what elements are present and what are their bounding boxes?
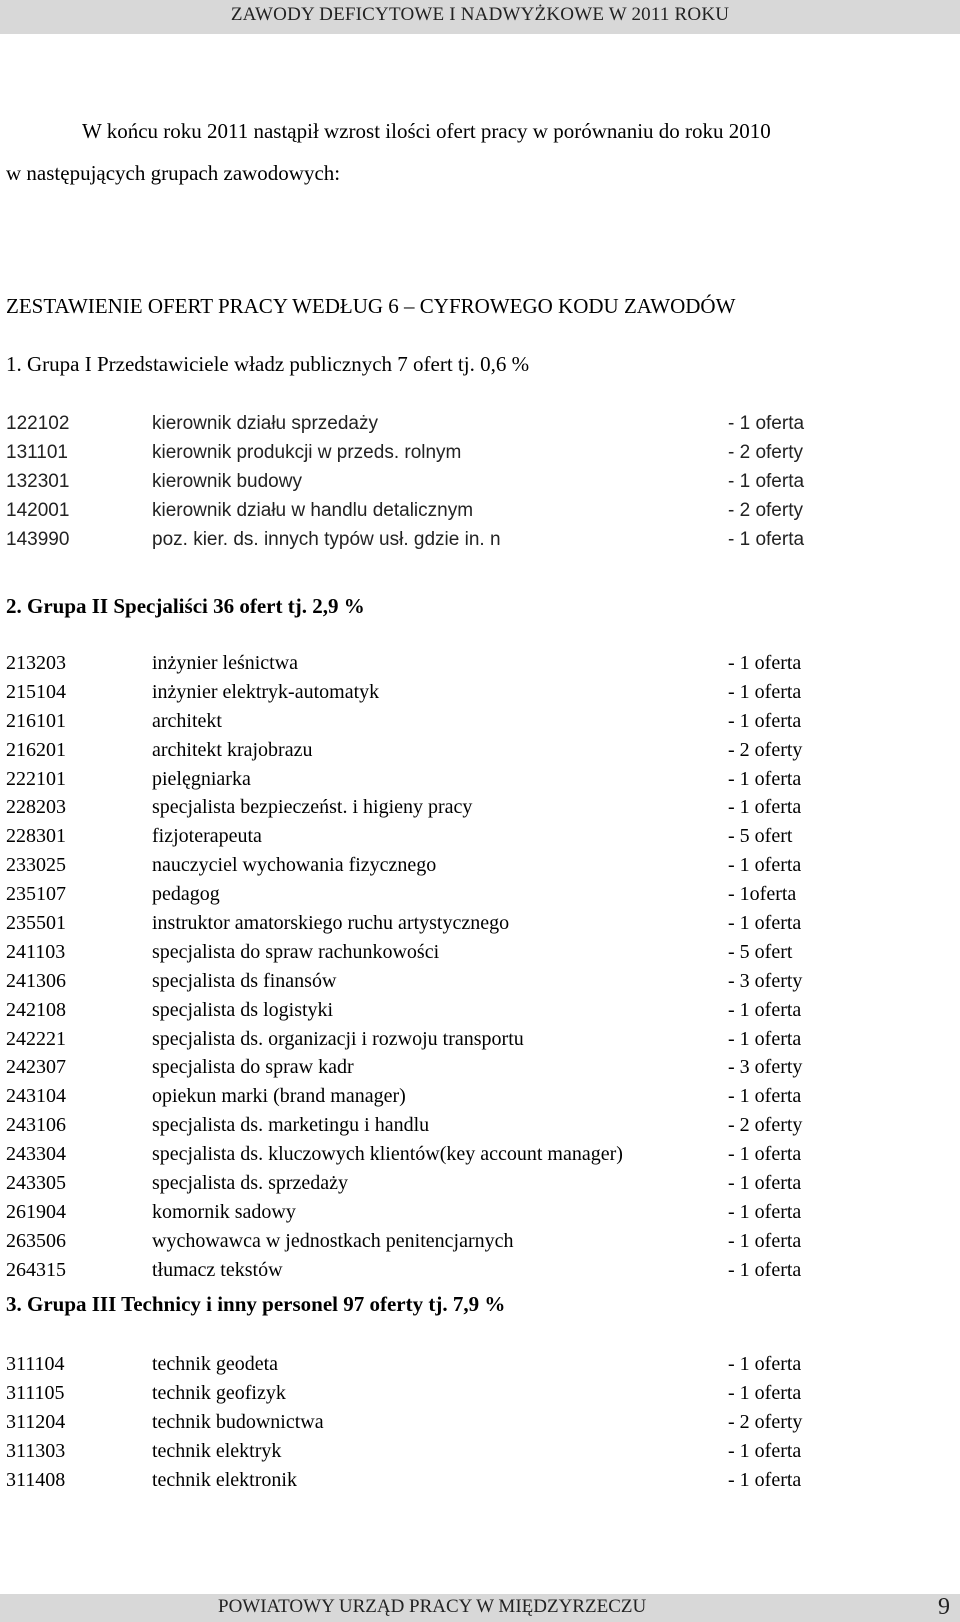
row-name: tłumacz tekstów [152, 1258, 283, 1281]
row-code: 213203 [6, 652, 66, 674]
row-name: wychowawca w jednostkach penitencjarnych [152, 1229, 514, 1252]
table-row [6, 765, 836, 794]
row-code: 132301 [6, 470, 70, 492]
row-name: architekt krajobrazu [152, 738, 313, 761]
row-name: kierownik działu w handlu detalicznym [152, 499, 474, 521]
group-3-title: 3. Grupa III Technicy i inny personel 97 oferty tj. 7,9 % [6, 1292, 506, 1316]
row-name: technik budownictwa [152, 1410, 324, 1433]
row-code: 242307 [6, 1056, 66, 1079]
row-code: 233025 [6, 854, 66, 877]
row-count: - 1 oferta [728, 796, 802, 819]
row-count: - 1 oferta [728, 1085, 802, 1108]
table-row [6, 649, 836, 678]
row-count: - 1 oferta [728, 1172, 802, 1195]
row-name: specjalista do spraw kadr [152, 1056, 354, 1079]
row-code: 311105 [6, 1381, 65, 1404]
row-name: inżynier leśnictwa [152, 652, 299, 674]
summary-title: ZESTAWIENIE OFERT PRACY WEDŁUG 6 – CYFROWEGO KODU ZAWODÓW [6, 294, 736, 318]
row-count: - 1 oferta [728, 680, 802, 703]
row-code: 243304 [6, 1143, 66, 1166]
row-code: 142001 [6, 499, 70, 521]
row-code: 242108 [6, 998, 66, 1021]
row-count: - 1 oferta [728, 1027, 802, 1050]
table-row [6, 1350, 836, 1379]
row-count: - 2 oferty [728, 499, 803, 521]
page-number: 9 [938, 1594, 950, 1620]
row-name: kierownik działu sprzedaży [152, 413, 378, 434]
row-count: - 1 oferta [728, 652, 802, 674]
row-count: - 1oferta [728, 883, 797, 906]
row-code: 122102 [6, 413, 70, 434]
row-count: - 1 oferta [728, 1439, 802, 1462]
table-row [6, 707, 836, 736]
table-row [6, 851, 836, 880]
group-2-title: 2. Grupa II Specjaliści 36 ofert tj. 2,9 % [6, 594, 365, 618]
header-title: ZAWODY DEFICYTOWE I NADWYŻKOWE W 2011 ROKU [230, 4, 730, 25]
row-code: 311104 [6, 1353, 65, 1375]
row-name: specjalista ds. kluczowych klientów(key account manager) [152, 1143, 623, 1166]
group-1-list [6, 410, 836, 554]
table-row [6, 1169, 836, 1198]
row-code: 216201 [6, 738, 66, 761]
row-name: technik geodeta [152, 1353, 279, 1375]
table-row [6, 678, 836, 707]
row-count: - 1 oferta [728, 912, 802, 935]
row-name: opiekun marki (brand manager) [152, 1085, 406, 1108]
row-code: 243106 [6, 1114, 66, 1137]
row-code: 222101 [6, 767, 66, 790]
row-name: inżynier elektryk-automatyk [152, 680, 380, 703]
page-header [0, 0, 960, 34]
table-row [6, 468, 836, 497]
table-row [6, 909, 836, 938]
row-name: specjalista ds. marketingu i handlu [152, 1114, 430, 1137]
group-2-list [6, 649, 836, 1285]
table-row [6, 1437, 836, 1466]
row-count: - 1 oferta [728, 767, 802, 790]
table-row [6, 1227, 836, 1256]
row-count: - 1 oferta [728, 1258, 802, 1281]
row-count: - 1 oferta [728, 998, 802, 1021]
table-row [6, 1379, 836, 1408]
table-row [6, 1082, 836, 1111]
row-count: - 2 oferty [728, 441, 803, 463]
row-count: - 2 oferty [728, 1114, 803, 1137]
row-name: technik geofizyk [152, 1381, 286, 1404]
row-count: - 3 oferty [728, 969, 803, 992]
table-row [6, 996, 836, 1025]
table-row [6, 938, 836, 967]
row-code: 215104 [6, 680, 66, 703]
row-count: - 1 oferta [728, 1353, 802, 1375]
table-row [6, 793, 836, 822]
row-count: - 1 oferta [728, 413, 805, 434]
row-name: pielęgniarka [152, 767, 251, 790]
row-code: 243305 [6, 1172, 66, 1195]
row-code: 241103 [6, 940, 66, 963]
row-code: 264315 [6, 1258, 66, 1281]
row-code: 131101 [6, 441, 68, 463]
row-name: technik elektryk [152, 1439, 282, 1462]
row-code: 216101 [6, 709, 66, 732]
row-name: architekt [152, 709, 222, 732]
table-row [6, 497, 836, 526]
row-name: fizjoterapeuta [152, 825, 262, 848]
row-name: komornik sadowy [152, 1200, 296, 1223]
table-row [6, 736, 836, 765]
row-code: 143990 [6, 528, 70, 550]
row-code: 242221 [6, 1027, 66, 1050]
table-row [6, 1256, 836, 1285]
group-1-title: 1. Grupa I Przedstawiciele władz publicznych 7 ofert tj. 0,6 % [6, 352, 530, 376]
table-row [6, 880, 836, 909]
row-name: specjalista ds. sprzedaży [152, 1172, 349, 1195]
row-code: 261904 [6, 1200, 66, 1223]
intro-line-2: w następujących grupach zawodowych: [6, 161, 341, 185]
table-row [6, 1025, 836, 1054]
table-row [6, 1198, 836, 1227]
row-count: - 2 oferty [728, 738, 803, 761]
row-count: - 1 oferta [728, 1468, 802, 1491]
row-name: technik elektronik [152, 1468, 297, 1491]
row-name: specjalista ds. organizacji i rozwoju transportu [152, 1027, 524, 1050]
row-count: - 1 oferta [728, 1381, 802, 1404]
table-row [6, 410, 836, 439]
row-count: - 5 ofert [728, 825, 793, 848]
page-footer [0, 1594, 960, 1622]
row-name: specjalista bezpieczeńst. i higieny pracy [152, 796, 473, 819]
row-name: pedagog [152, 883, 220, 906]
row-count: - 2 oferty [728, 1410, 803, 1433]
table-row [6, 526, 836, 555]
row-name: instruktor amatorskiego ruchu artystycznego [152, 912, 510, 935]
row-count: - 1 oferta [728, 854, 802, 877]
intro-line-1: W końcu roku 2011 nastąpił wzrost ilości ofert pracy w porównaniu do roku 2010 [82, 119, 771, 143]
row-name: specjalista do spraw rachunkowości [152, 940, 440, 963]
table-row [6, 1111, 836, 1140]
row-count: - 1 oferta [728, 709, 802, 732]
row-name: specjalista ds finansów [152, 969, 337, 992]
table-row [6, 1140, 836, 1169]
row-count: - 1 oferta [728, 528, 805, 550]
row-count: - 1 oferta [728, 1229, 802, 1252]
table-row [6, 1408, 836, 1437]
table-row [6, 439, 836, 468]
table-row [6, 822, 836, 851]
row-code: 235501 [6, 912, 66, 935]
footer-text: POWIATOWY URZĄD PRACY W MIĘDZYRZECZU [218, 1596, 647, 1617]
row-count: - 5 ofert [728, 940, 793, 963]
group-3-list [6, 1350, 836, 1494]
row-code: 228203 [6, 796, 66, 819]
row-count: - 1 oferta [728, 1200, 802, 1223]
row-code: 241306 [6, 969, 66, 992]
row-count: - 1 oferta [728, 1143, 802, 1166]
row-code: 311204 [6, 1410, 66, 1433]
table-row [6, 967, 836, 996]
row-name: poz. kier. ds. innych typów usł. gdzie in. n [152, 528, 501, 550]
row-name: specjalista ds logistyki [152, 998, 334, 1021]
row-code: 235107 [6, 883, 66, 906]
row-code: 263506 [6, 1229, 66, 1252]
row-count: - 3 oferty [728, 1056, 803, 1079]
row-name: kierownik budowy [152, 470, 302, 492]
row-code: 228301 [6, 825, 66, 848]
row-name: kierownik produkcji w przeds. rolnym [152, 441, 462, 463]
table-row [6, 1053, 836, 1082]
row-name: nauczyciel wychowania fizycznego [152, 854, 437, 877]
row-code: 311408 [6, 1468, 66, 1491]
table-row [6, 1466, 836, 1495]
row-code: 311303 [6, 1439, 66, 1462]
row-code: 243104 [6, 1085, 66, 1108]
row-count: - 1 oferta [728, 470, 805, 492]
